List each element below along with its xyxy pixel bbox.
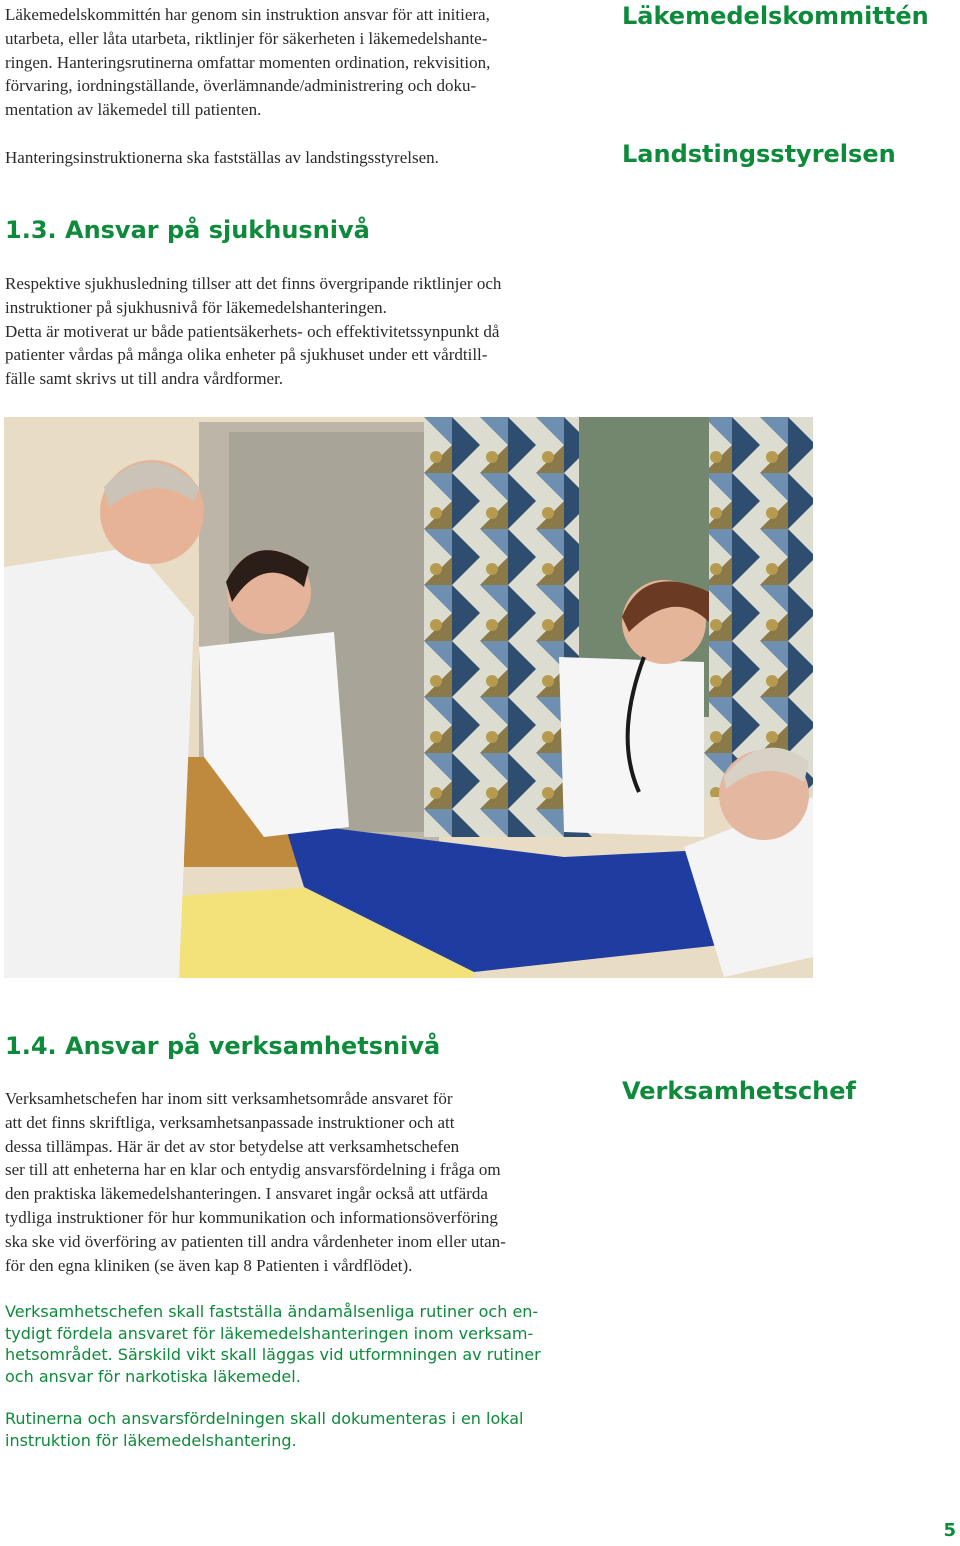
text-line: tydigt fördela ansvaret för läkemedelshanteringen inom verksam- xyxy=(5,1323,534,1343)
text-line: Verksamhetschefen skall fastställa ändamålsenliga rutiner och en- xyxy=(5,1302,539,1321)
text-line: Verksamhetschefen har inom sitt verksamhetsområde ansvaret för xyxy=(5,1089,453,1108)
green-requirement-paragraph xyxy=(5,1301,580,1387)
sidebar-heading-kommitten: Läkemedelskommittén xyxy=(622,2,929,30)
text-line: Respektive sjukhusledning tillser att det finns övergripande riktlinjer och xyxy=(5,274,502,293)
text-line: Rutinerna och ansvarsfördelningen skall dokumenteras i en lokal xyxy=(5,1409,524,1428)
text-line: den praktiska läkemedelshanteringen. I ansvaret ingår också att utfärda xyxy=(5,1184,488,1204)
text-line: förvaring, iordningställande, överlämnande/administrering och doku- xyxy=(5,76,477,96)
hospital-photo xyxy=(4,417,813,978)
text-line: att det finns skriftliga, verksamhetsanpassade instruktioner och att xyxy=(5,1112,455,1132)
text-line: instruktioner på sjukhusnivå för läkemedelshanteringen. xyxy=(5,297,387,317)
text-line: Detta är motiverat ur både patientsäkerhets- och effektivitetssynpunkt då xyxy=(5,321,500,341)
page-number: 5 xyxy=(943,1520,956,1541)
text-line: ser till att enheterna har en klar och entydig ansvarsfördelning i fråga om xyxy=(5,1160,501,1180)
text-line: för den egna kliniken (se även kap 8 Patienten i vårdflödet). xyxy=(5,1255,413,1275)
text-line: hetsområdet. Särskild vikt skall läggas vid utformningen av rutiner xyxy=(5,1345,541,1364)
intro-paragraph xyxy=(5,3,575,122)
text-line: ringen. Hanteringsrutinerna omfattar momenten ordination, rekvisition, xyxy=(5,52,491,72)
text-line: ska ske vid överföring av patienten till andra vårdenheter inom eller utan- xyxy=(5,1231,506,1251)
text-line: patienter vårdas på många olika enheter på sjukhuset under ett vårdtill- xyxy=(5,345,488,365)
sidebar-heading-landsting: Landstingsstyrelsen xyxy=(622,140,896,168)
section-1-4-paragraph xyxy=(5,1087,580,1277)
text-line: mentation av läkemedel till patienten. xyxy=(5,100,262,120)
section-heading-1-4: 1.4. Ansvar på verksamhetsnivå xyxy=(5,1032,441,1060)
green-documentation-paragraph xyxy=(5,1408,580,1451)
text-line: och ansvar för narkotiska läkemedel. xyxy=(5,1366,301,1386)
section-heading-1-3: 1.3. Ansvar på sjukhusnivå xyxy=(5,216,370,244)
text-line: Läkemedelskommittén har genom sin instruktion ansvar för att initiera, xyxy=(5,5,490,24)
sidebar-heading-verksamhetschef: Verksamhetschef xyxy=(622,1077,856,1105)
text-line: instruktion för läkemedelshantering. xyxy=(5,1430,297,1450)
section-1-3-paragraph xyxy=(5,272,580,391)
intro-second-paragraph: Hanteringsinstruktionerna ska fastställas av landstingsstyrelsen. xyxy=(5,148,439,167)
text-line: tydliga instruktioner för hur kommunikation och informationsöverföring xyxy=(5,1207,498,1227)
text-line: utarbeta, eller låta utarbeta, riktlinjer för säkerheten i läkemedelshante- xyxy=(5,28,488,48)
text-line: fälle samt skrivs ut till andra vårdformer. xyxy=(5,369,284,389)
text-line: dessa tillämpas. Här är det av stor betydelse att verksamhetschefen xyxy=(5,1136,460,1156)
